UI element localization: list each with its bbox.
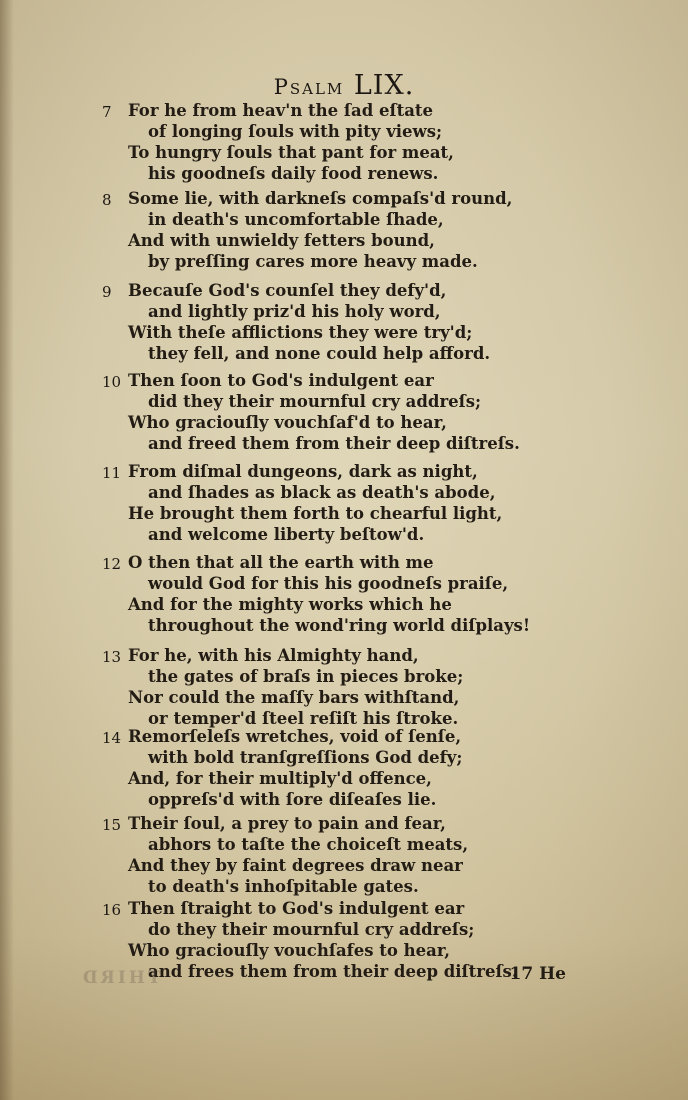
verse-number: 15 bbox=[102, 816, 122, 834]
verse-line: And with unwieldy fetters bound, bbox=[128, 231, 435, 250]
verse-number: 14 bbox=[102, 729, 122, 747]
verse-line: Who graciouſly vouchſafes to hear, bbox=[128, 941, 451, 960]
verse-line: did they their mournful cry addreſs; bbox=[148, 392, 482, 411]
stanza bbox=[102, 645, 572, 729]
verse-line: and ſhades as black as death's abode, bbox=[148, 483, 496, 502]
verse-line: For he from heav'n the ſad eſtate bbox=[128, 101, 434, 120]
stanza bbox=[102, 813, 572, 897]
stanza bbox=[102, 898, 572, 982]
verse-line: in death's uncomfortable ſhade, bbox=[148, 210, 444, 229]
verse-line: and lightly priz'd his holy word, bbox=[148, 302, 441, 321]
verse-line: or temper'd ſteel reſiſt his ſtroke. bbox=[148, 709, 459, 728]
verse-number: 16 bbox=[102, 901, 122, 919]
title-word: Psalm bbox=[273, 75, 345, 100]
verse-line: To hungry ſouls that pant for meat, bbox=[128, 143, 454, 162]
stanza bbox=[102, 188, 572, 272]
title-number: LIX. bbox=[353, 70, 415, 102]
verse-line: by preſſing cares more heavy made. bbox=[148, 252, 478, 271]
bleed-through-text: THIRD bbox=[80, 968, 161, 988]
verse-line: Becauſe God's counſel they defy'd, bbox=[128, 281, 447, 300]
verse-line: From diſmal dungeons, dark as night, bbox=[128, 462, 478, 481]
verse-line: And they by faint degrees draw near bbox=[128, 856, 463, 875]
verse-number: 13 bbox=[102, 648, 122, 666]
verse-line: O then that all the earth with me bbox=[128, 553, 434, 572]
verse-line: of longing ſouls with pity views; bbox=[148, 122, 443, 141]
verse-line: his goodneſs daily food renews. bbox=[148, 164, 439, 183]
verse-line: oppreſs'd with ſore diſeaſes lie. bbox=[148, 790, 437, 809]
verse-number: 11 bbox=[102, 464, 122, 482]
verse-number: 10 bbox=[102, 373, 122, 391]
verse-line: and freed them from their deep diſtreſs. bbox=[148, 434, 520, 453]
verse-line: throughout the wond'ring world diſplays! bbox=[148, 616, 531, 635]
catchword: 17 He bbox=[509, 964, 566, 984]
verse-line: do they their mournful cry addreſs; bbox=[148, 920, 475, 939]
verse-line: abhors to taſte the choiceſt meats, bbox=[148, 835, 469, 854]
verse-line: And, for their multiply'd offence, bbox=[128, 769, 432, 788]
verse-line: the gates of braſs in pieces broke; bbox=[148, 667, 464, 686]
verse-line: Nor could the maſſy bars withſtand, bbox=[128, 688, 460, 707]
verse-line: would God for this his goodneſs praiſe, bbox=[148, 574, 509, 593]
verse-line: Their ſoul, a prey to pain and fear, bbox=[128, 814, 446, 833]
stanza bbox=[102, 461, 572, 545]
verse-line: to death's inhoſpitable gates. bbox=[148, 877, 419, 896]
verse-line: With theſe afflictions they were try'd; bbox=[128, 323, 473, 342]
verse-number: 12 bbox=[102, 555, 122, 573]
verse-line: they fell, and none could help afford. bbox=[148, 344, 491, 363]
verse-line: with bold tranſgreſſions God defy; bbox=[148, 748, 463, 767]
verse-line: And for the mighty works which he bbox=[128, 595, 452, 614]
page-title bbox=[0, 70, 688, 101]
verse-line: Some lie, with darkneſs compaſs'd round, bbox=[128, 189, 513, 208]
stanza bbox=[102, 280, 572, 364]
verse-number: 8 bbox=[102, 191, 112, 209]
stanza bbox=[102, 552, 572, 636]
verse-number: 7 bbox=[102, 103, 112, 121]
verse-line: Who graciouſly vouchſaf'd to hear, bbox=[128, 413, 447, 432]
verse-line: Then ſoon to God's indulgent ear bbox=[128, 371, 434, 390]
stanza bbox=[102, 726, 572, 810]
verse-line: Then ſtraight to God's indulgent ear bbox=[128, 899, 465, 918]
stanza bbox=[102, 100, 572, 184]
verse-line: Remorſeleſs wretches, void of ſenſe, bbox=[128, 727, 462, 746]
verse-line: He brought them forth to chearful light, bbox=[128, 504, 503, 523]
verse-line: and frees them from their deep diſtreſs. bbox=[148, 962, 518, 981]
stanza bbox=[102, 370, 572, 454]
verse-line: and welcome liberty beſtow'd. bbox=[148, 525, 425, 544]
verse-line: For he, with his Almighty hand, bbox=[128, 646, 419, 665]
verse-number: 9 bbox=[102, 283, 112, 301]
